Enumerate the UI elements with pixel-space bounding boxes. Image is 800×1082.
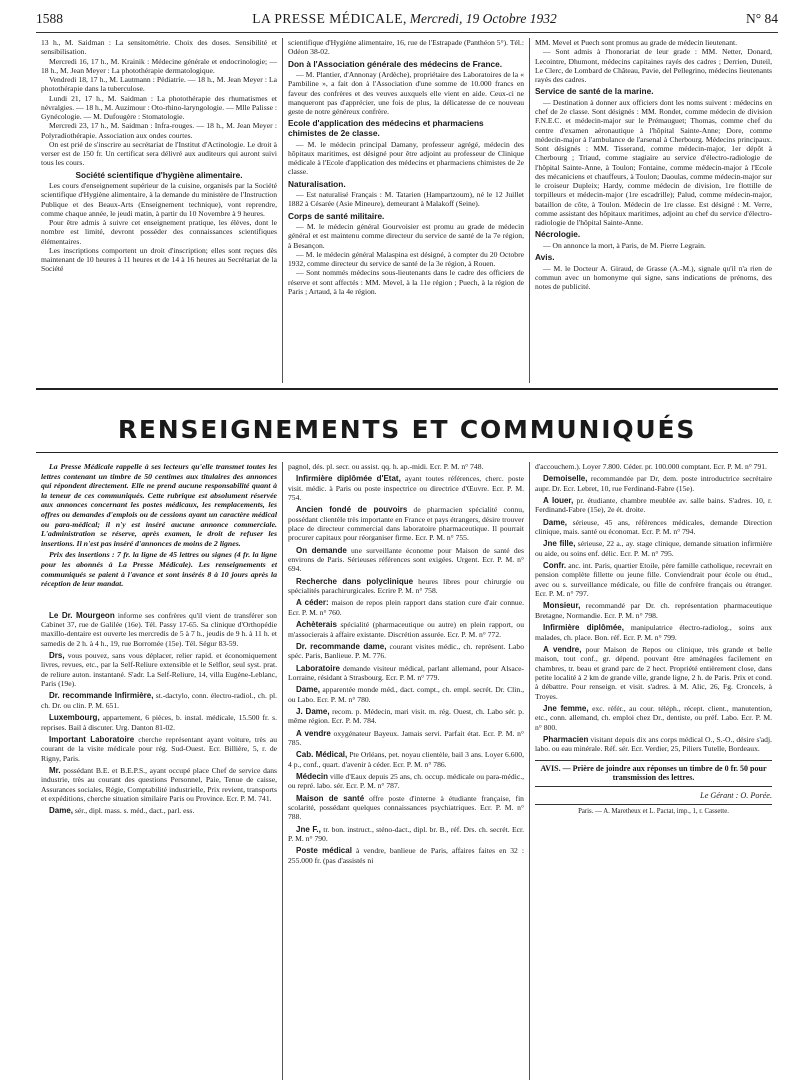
section-heading: Nécrologie. xyxy=(535,229,581,240)
classifieds-column-2 xyxy=(283,462,530,1080)
classified-ad-text: informe ses confrères qu'il vient de transférer son Cabinet 37, rue de Galilée (16e). Tél. Passy 17-65. Sa clinique d'Orthopédie maxillo-dentaire est ouverte les mercredis de 5 à 7 h., jeudis de 9 h. à 11 h. et samedis de 2 h. à 4 h., 19, rue Borromée (15e). Tél. Ségur 83-59. xyxy=(41,610,277,648)
classifieds-column-1 xyxy=(36,462,283,1080)
classified-list xyxy=(41,611,277,816)
classified-ad-text: offre poste d'interne à étudiante française, fin scolarité, possédant quelques connaissances psychiatriques. Ecr. P. M. n° 788. xyxy=(288,793,524,822)
classified-ad-text: manipulatrice électro-radiolog., soins aux malades, ch. place. Bon. réf. Ecr. P. M. n° 799. xyxy=(535,623,772,642)
classified-ad-lead: Dame, xyxy=(49,806,74,816)
news-paragraph: — M. Plantier, d'Annonay (Ardèche), propriétaire des Laboratoires de la « Pambiline », a fait don à l'Association d'une somme de 10.000 francs en faveur des confrères et des veuves auxquels elle vient en aide. Ceux-ci ne manqueront pas d'apprécier, une fois de plus, la délicatesse de ce nouveau geste de notre généreux confrère. xyxy=(288,70,524,117)
classified-ad xyxy=(288,772,524,791)
classified-ad-lead: Jne F., xyxy=(296,824,321,834)
classified-ad-text: possédant B.E. et B.E.P.S., ayant occupé place Chef de service dans industrie, très au courant des questions Personnel, Paie, Tenue de caisse, Assurances sociales, Régie, Comptabilité industrielle, Prix revient, transports et expéditions, cherche situation similaire Paris ou Province. Ecr. P. M. 741. xyxy=(41,765,277,803)
classified-ad-lead: Jne fille, xyxy=(543,539,576,549)
classified-ad-lead: Pharmacien xyxy=(543,734,589,744)
classified-ad-lead: Dr. recommande Infirmière, xyxy=(49,691,154,701)
classified-list xyxy=(288,462,524,865)
classified-ad-lead: Recherche dans polyclinique xyxy=(296,576,414,586)
classified-ad-lead: Achèterais xyxy=(296,620,337,630)
news-paragraph: — M. le médecin général Malaspina est désigné, à compter du 20 Octobre 1932, comme directeur du service de santé de la 3e région, à Rouen. xyxy=(288,249,524,269)
classified-ad xyxy=(535,561,772,598)
classified-ad-text: recommandée par Dr, dem. poste introductrice secrétaire aupr. Dr. Ecr. Lebret, 10, rue Ferdinand-Fabre (15e). xyxy=(535,474,772,493)
classified-ad-text: appartement, 6 pièces, b. instal. médicale, 15.500 fr. s. reprises. Bail à discuter. Urg. Danton 81-02. xyxy=(41,713,277,732)
classified-ad-lead: Poste médical xyxy=(296,846,352,856)
section-banner: RENSEIGNEMENTS ET COMMUNIQUÉS xyxy=(117,415,697,444)
section-divider xyxy=(36,388,778,390)
classified-ad-text: recommandé par Dr. ch. représentation pharmaceutique Bretagne, Normandie. Ecr. P. M. n° 798. xyxy=(535,601,772,620)
news-paragraph: — On annonce la mort, à Paris, de M. Pierre Legrain. xyxy=(543,240,706,250)
classified-ad xyxy=(288,620,524,639)
classified-ad-lead: A céder: xyxy=(296,598,329,608)
classified-ad-text: spécialité (pharmaceutique ou autre) en plein rapport, ou m'associerais à affaire existante. Discrétion assurée. Ecr. P. M. n° 772. xyxy=(288,620,524,639)
journal-title: LA PRESSE MÉDICALE xyxy=(252,11,403,26)
classified-ad-text: d'accouchem.). Loyer 7.800. Céder. pr. 100.000 comptant. Ecr. P. M. n° 791. xyxy=(535,462,767,471)
classified-ad-lead: Drs, xyxy=(49,651,65,661)
section-heading: Société scientifique d'hygiène alimentaire. xyxy=(75,169,243,180)
classified-ad-text: pagnol, dés. pl. secr. ou assist. qq. h. ap.-midi. Ecr. P. M. n° 748. xyxy=(288,462,484,471)
news-paragraph: On est prié de s'inscrire au secrétariat de l'Institut d'Actinologie. Le droit à verser est de 150 fr. Un certificat sera délivré aux auditeurs qui auront suivi tous les cours. xyxy=(41,139,277,168)
editorial-notice xyxy=(41,462,277,589)
news-paragraph: Mercredi 16, 17 h., M. Krainik : Médecine générale et endocrinologie; — 18 h., M. Jean Meyer : La photothérapie dermatologique. xyxy=(41,56,277,75)
classified-ad-lead: Infirmière diplômée, xyxy=(543,623,624,633)
classified-ad-text: tr. bon. instruct., sténo-dact., dipl. br. B., réf. Drs. ch. secrét. Ecr. P. M. n° 790. xyxy=(288,824,525,844)
classified-ad-lead: Demoiselle, xyxy=(543,474,588,484)
classified-ad-text: ayant toutes références, cherc. poste visit. médic. à Paris ou poste inspectrice ou directrice d'Œuvre. Ecr. P. M. 754. xyxy=(288,474,524,503)
classified-ad xyxy=(535,518,772,537)
classified-ad xyxy=(288,729,524,748)
classified-ad xyxy=(535,704,772,732)
news-column-2 xyxy=(283,38,530,383)
classified-ad-text: sér., dipl. mass. s. méd., dact., parl. ess. xyxy=(73,806,195,816)
classified-ad-lead: J. Dame, xyxy=(296,706,330,716)
classified-ad xyxy=(535,474,772,493)
news-columns xyxy=(36,38,778,383)
classified-ad xyxy=(288,474,524,502)
section-heading: Corps de santé militaire. xyxy=(288,210,385,221)
classified-ad xyxy=(41,611,277,648)
classified-ad-lead: Luxembourg, xyxy=(49,713,100,723)
classified-ad xyxy=(41,713,277,732)
classified-ad xyxy=(41,691,277,710)
classified-ad xyxy=(288,462,524,471)
news-paragraph: — M. le Docteur A. Giraud, de Grasse (A.-M.), signale qu'il n'a rien de commun avec un homonyme qui signe, sans indications de prénoms, des notes de publicité. xyxy=(535,263,772,292)
classified-ad xyxy=(535,601,772,620)
classified-ad-text: maison de repos plein rapport dans station cure d'air connue. Ecr. P. M. n° 760. xyxy=(288,598,525,617)
classified-ad xyxy=(535,462,772,471)
news-paragraph: — Sont admis à l'honorariat de leur grade : MM. Netter, Donard, Lecointre, Dhumont, médecins capitaines rayés des cadres ; Derrien, Duteil, Le Clerc, de Lombard de Château, Pavie, del Pellegrino, médecins lieutenants rayés des cadres. xyxy=(535,47,773,84)
classified-ad-text: sérieuse, 22 a., ay. stage clinique, demande situation infirmière ou aide, ou soins enf. délic. Ecr. P. M. n° 795. xyxy=(535,539,772,558)
page-number: 1588 xyxy=(36,11,63,26)
classified-ad xyxy=(535,623,772,642)
classified-ad-lead: Dame, xyxy=(543,517,568,527)
avis-box: AVIS. — Prière de joindre aux réponses un timbre de 0 fr. 50 pour transmission des lettres. xyxy=(535,760,772,787)
news-paragraph: — Sont nommés médecins sous-lieutenants dans le cadre des officiers de réserve et sont affectés : MM. Mevel, à la 11e région ; Puech, à la région de Paris ; Artaud, à la 4e région. xyxy=(288,268,524,296)
gerant-line: Le Gérant : O. Porée. xyxy=(700,790,772,800)
classified-ad-lead: Maison de santé xyxy=(296,793,365,803)
classified-ad-text: demande visiteur médical, parlant allemand, pour Alsace-Lorraine, résidant à Strasbourg. Ecr. P. M. n° 779. xyxy=(288,663,524,682)
section-heading: Ecole d'application des médecins et pharmaciens chimistes de 2e classe. xyxy=(288,118,484,138)
classified-ad-lead: On demande xyxy=(296,545,347,555)
classified-ad-text: oxygénateur Bayeux. Jamais servi. Parfait état. Ecr. P. M. n° 785. xyxy=(288,728,524,747)
classified-ad xyxy=(288,642,524,661)
classified-ad-text: cherche représentant ayant voiture, très au courant de la visite médicale pour rég. Sud-Ouest. Ecr. Billière, 5, r. de Rigny, Paris. xyxy=(41,734,277,763)
classified-ad-text: de pharmacien spécialité connu, possédant clientèle très importante en France et pays étrangers, désire trouver place de directeur commercial dans laboratoire pharmaceutique. Il pourrait procurer capitaux pour réorganiser firme. Ecr. P. M. n° 755. xyxy=(288,505,525,543)
classified-ad-lead: Monsieur, xyxy=(543,601,581,611)
classified-ad-text: ville d'Eaux depuis 25 ans, ch. occup. médicale ou para-médic., ou repré. labo. sér. Ecr. P. M. n° 787. xyxy=(288,771,524,791)
classified-ad-lead: A louer, xyxy=(543,496,574,506)
classified-ad-lead: Mr. xyxy=(49,765,61,775)
news-paragraph: 13 h., M. Saidman : La sensitométrie. Choix des doses. Sensibilité et sensibilisation. xyxy=(41,38,277,57)
classified-ad xyxy=(41,651,277,688)
classified-ad-text: pour Maison de Repos ou clinique, très grande et belle maison, tout conf., gr. dépend. pouvant être aménagées facilement en chambres, tr. beau et grand parc de 2 hect. Propriété entièrement close, dans petite localité à 2 km de grande ville, grande ligne, 2 h. de Paris. Prix et cond. à débattre. Pour renseign. et visit. s'adres. à M. Alic, 26, Fg. Croncels, à Troyes. xyxy=(535,644,772,701)
news-paragraph: Lundi 21, 17 h., M. Saidman : La photothérapie des rhumatismes et névralgies. — 18 h., M. Auzimour : Oto-rhino-laryngologie. — Mlle Palisse : Gynécologie. — M. Dufougère : Stomatologie. xyxy=(41,93,277,121)
classified-ad xyxy=(288,846,524,865)
classified-ad-lead: Laboratoire xyxy=(296,663,341,673)
classified-ad xyxy=(41,766,277,803)
news-column-1 xyxy=(36,38,283,383)
classified-ad xyxy=(288,794,524,822)
classified-ad-text: courant visites médic., ch. représent. Labo spéc. Paris, Banlieue. P. M. 776. xyxy=(288,641,524,661)
classified-ad-lead: Jne femme, xyxy=(543,703,589,713)
classified-ad-text: à vendre, banlieue de Paris, affaires faites en 32 : 255.000 fr. (pas d'assistés ni xyxy=(288,846,524,865)
classified-ad-lead: Important Laboratoire xyxy=(49,734,135,744)
classified-ad-text: pr. étudiante, chambre meublée av. salle bains. S'adres. 10, r. Ferdinand-Fabre (15e), 2e ét. droite. xyxy=(535,496,773,515)
notice-paragraph: La Presse Médicale rappelle à ses lecteurs qu'elle transmet toutes les lettres contenant un timbre de 50 centimes aux titulaires des annonces qui répondent directement. Elle ne prend aucune responsabilité quant à la teneur de ces communiqués. Cette rubrique est absolument réservée aux annonces concernant les postes médicaux, les remplacements, les offres ou demandes d'emplois ou de cessions ayant un caractère médical ou para-médical; il n'y est inséré aucune annonce commerciale. L'administration se réserve, après examen, le droit de refuser les insertions. Il n'est pas inséré d'annonces de moins de 2 lignes. xyxy=(41,462,277,548)
section-heading: Service de santé de la marine. xyxy=(535,86,654,97)
classified-ad xyxy=(288,685,524,704)
news-paragraph: scientifique d'Hygiène alimentaire, 16, rue de l'Estrapade (Panthéon 5°). Tél.: Odéon 38-02. xyxy=(288,38,524,57)
classifieds-columns xyxy=(36,462,778,1080)
classified-ad-text: sérieuse, 45 ans, références médicales, demande Direction clinique, mais. santé ou économat. Ecr. P. M. n° 794. xyxy=(535,517,772,537)
classified-ad-lead: Médecin xyxy=(296,771,329,781)
news-paragraph: Mercredi 23, 17 h., M. Saidman : Infra-rouges. — 18 h., M. Jean Meyer : Polyradiothérapie. Association aux ondes courtes. xyxy=(41,121,277,140)
classified-ad xyxy=(288,546,524,574)
news-paragraph: Pour être admis à suivre cet enseignement pratique, les élèves, dont le nombre est limité, devront posséder des connaissances scientifiques élémentaires. xyxy=(41,218,277,246)
masthead-title-group: LA PRESSE MÉDICALE, Mercredi, 19 Octobre 1932 xyxy=(252,11,557,26)
section-heading: Avis. xyxy=(535,252,555,263)
notice-paragraph: Prix des insertions : 7 fr. la ligne de 45 lettres ou signes (4 fr. la ligne pour les abonnés à La Presse Médicale). Les renseignements et communiqués se paient à l'avance et sont insérés 8 à 10 jours après la réception de leur mandat. xyxy=(41,550,277,589)
classified-ad-lead: Le Dr. Mourgeon xyxy=(49,610,115,620)
classified-ad xyxy=(535,735,772,754)
news-paragraph: Vendredi 18, 17 h., M. Lautmann : Pédiatrie. — 18 h., M. Jean Meyer : La photothérapie dans la tuberculose. xyxy=(41,75,277,94)
section-heading: Don à l'Association générale des médecins de France. xyxy=(288,58,503,69)
classified-ad-text: recom. p. Médecin, mari visit. m. rég. Ouest, ch. Labo sér. p. même région. Ecr. P. M. 784. xyxy=(288,706,525,726)
news-paragraph: — M. le médecin principal Damany, professeur agrégé, médecin des hôpitaux maritimes, est désigné pour être adjoint au professeur de Clinique médicale à l'Ecole d'application des médecins et pharmaciens chimistes de 2e classe. xyxy=(288,139,524,177)
news-paragraph: Les cours d'enseignement supérieur de la cuisine, organisés par la Société scientifique d'Hygiène alimentaire, à la demande du ministère de l'Instruction Publique et des Beaux-Arts (Enseignement technique), vont reprendre, comme chaque année, le jeudi matin, à partir du 10 Novembre à 9 heures. xyxy=(41,181,277,218)
news-paragraph: Les inscriptions comportent un droit d'inscription; elles sont reçues dès maintenant de 10 heures à 11 heures et de 14 à 16 heures au Secrétariat de la Société xyxy=(41,245,277,274)
classified-ad-lead: A vendre, xyxy=(543,644,582,654)
classified-ad-text: Pte Orléans, pet. noyau clientèle, bail 3 ans. Loyer 6.600, 4 p., conf., quart. d'avenir à céder. Ecr. P. M. n° 786. xyxy=(288,750,525,769)
classified-ad-text: exc. référ., au cour. téléph., récept. client., manutention, etc., conn. allemand, ch. emploi chez Dr., dentiste, ou préf. Labo. Ecr. P. M. n° 800. xyxy=(535,703,772,732)
classified-ad-lead: Dr. recommande dame, xyxy=(296,641,387,651)
masthead xyxy=(36,6,778,33)
classified-ad-lead: Ancien fondé de pouvoirs xyxy=(296,505,408,515)
classified-ad xyxy=(535,496,772,515)
classified-ad-text: st.-dactylo, conn. électro-radiol., ch. pl. ch. Dr. ou clin. P. M. 651. xyxy=(41,691,277,710)
news-paragraph: — Destination à donner aux officiers dont les noms suivent : médecins en chef de 2e classe. Sont désignés : MM. Rondet, comme médecin de division F.N.E.C. et médecin-major sur le Prémauguet; Thomas, comme chef du centre d'examen aéronautique à l'hôpital Sainte-Anne; Dore, comme médecin-major à l'ambulance de l'arsenal à Cherbourg. Médecins principaux. Sont désignés : MM. Tisserand, comme médecin-major, 1er dépôt à Cherbourg ; Triaud, comme stagiaire au service d'électro-radiologie de l'hôpital Sainte-Anne, à Toulon; Fontaine, comme médecin-major à l'Ecole des mécaniciens et chauffeurs, à Toulon; Daoulas, comme médecin-major sur le croiseur Dupleix; Hardy, comme médecin de division, 1re flottille de torpilleurs et médecin-major (1re escadrille); Palud, comme médecin-major, bataillon de côte, à Toulon. Médecin de 1re classe. Est désigné : M. Verre, comme assistant des hôpitaux maritimes, adjoint au chef du service d'électro-radiologie de l'hôpital Sainte-Anne. xyxy=(535,97,772,228)
classified-ad-text: heures libres pour chirurgie ou spécialités parachirurgicales. Ecrire P. M. n° 758. xyxy=(288,576,525,596)
news-column-3 xyxy=(530,38,777,383)
section-divider xyxy=(36,452,778,453)
issue-date: Mercredi, 19 Octobre 1932 xyxy=(409,11,557,26)
classified-ad-text: anc. int. Paris, quartier Etoile, père famille catholique, recevrait en pension complète fillette ou jeune fille. Conviendrait pour école ou étud., avec ou s. surveillance médicale, ou fille de confrère français ou étranger. Ecr. P. M. n° 797. xyxy=(535,561,772,599)
classified-ad xyxy=(535,645,772,701)
classified-ad xyxy=(41,806,277,815)
classified-ad-text: apparentée monde méd., dact. compt., ch. empl. secrét. Dr. Clin., ou Labo. Ecr. P. M. n° 780. xyxy=(288,685,524,704)
classified-ad xyxy=(288,598,524,617)
classified-ad-lead: Cab. Médical, xyxy=(296,750,348,760)
classified-ad xyxy=(288,505,524,542)
classified-ad xyxy=(535,539,772,558)
classified-list xyxy=(535,462,772,754)
classified-ad-lead: Dame, xyxy=(296,685,321,695)
classifieds-column-3 xyxy=(530,462,777,1080)
news-paragraph: — Est naturalisé Français : M. Tatarien (Hampartzoum), né le 12 Juillet 1882 à Césarée (Asie Mineure), demeurant à Malakoff (Seine). xyxy=(288,190,524,209)
classified-ad xyxy=(288,750,524,769)
classified-ad-lead: A vendre xyxy=(296,728,331,738)
news-paragraph: MM. Mevel et Puech sont promus au grade de médecin lieutenant. xyxy=(535,38,738,47)
classified-ad xyxy=(41,735,277,763)
classified-ad-text: vous pouvez, sans vous déplacer, relier rapid. et économiquement livres, revues, etc., par la Self-Reliure extensible et le Selflor, seul syst. prat. de reliure auton. instantané. S'adr. La Self-Reliure, 14, villa Eugène-Leblanc, Paris (19e). xyxy=(41,651,277,689)
classified-ad-text: une surveillante économe pour Maison de santé des environs de Paris. Sérieuses références sont exigées. Urgent. Ecr. P. M. n° 694. xyxy=(288,545,524,574)
issue-number: N° 84 xyxy=(745,11,778,26)
classified-ad xyxy=(288,825,524,844)
classified-ad xyxy=(288,664,524,683)
section-heading: Naturalisation. xyxy=(288,178,346,189)
classified-ad-text: visitant depuis dix ans corps médical O., S.-O., désire s'adj. labo. ou eau minérale. Réf. sér. Ecr. Verdier, 25, Piliers Tutelle, Bordeaux. xyxy=(535,734,772,754)
printer-line: Paris. — A. Maretheux et L. Pactat, imp., 1, r. Cassette. xyxy=(535,804,772,816)
classified-ad-lead: Infirmière diplômée d'Etat, xyxy=(296,474,401,484)
news-paragraph: — M. le médecin général Gourvoisier est promu au grade de médecin général et est maintenu comme directeur du service de santé de la 7e région, à Besançon. xyxy=(288,222,524,250)
classified-ad xyxy=(288,577,524,596)
classified-ad xyxy=(288,707,524,726)
classified-ad-lead: Confr. xyxy=(543,561,567,571)
